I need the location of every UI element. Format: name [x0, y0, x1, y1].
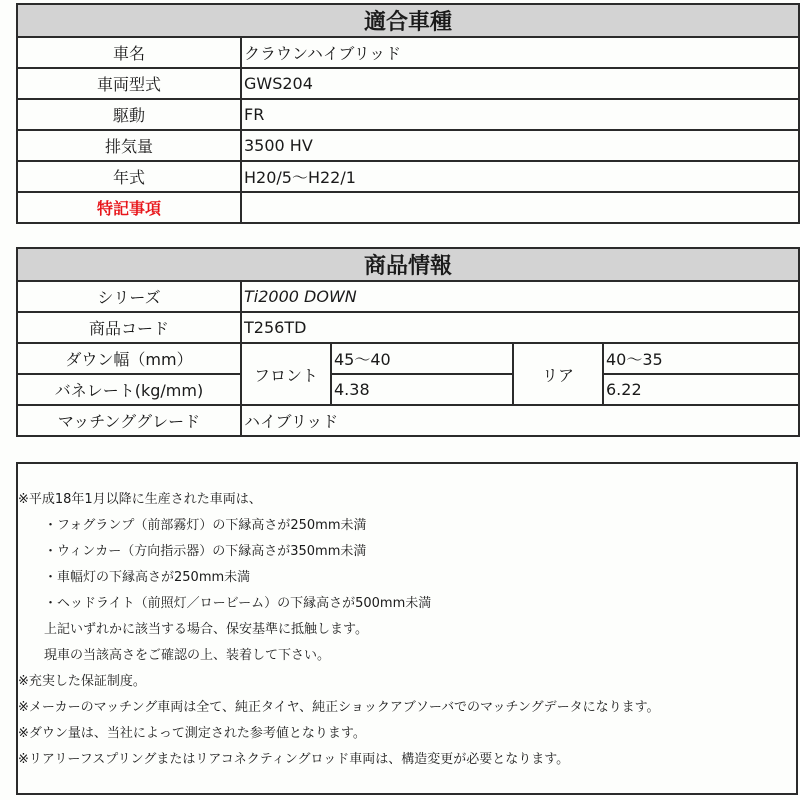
front-down-value: 45～40 [331, 343, 513, 374]
table-row [17, 68, 799, 99]
note-line: 上記いずれかに該当する場合、保安基準に抵触します。 [18, 622, 368, 637]
row-value: FR [241, 99, 799, 130]
special-notes-value [241, 192, 799, 223]
table-row [17, 281, 799, 312]
row-label: 車名 [17, 37, 241, 68]
row-label: 年式 [17, 161, 241, 192]
down-label: ダウン幅（mm） [17, 343, 241, 374]
row-label: 車両型式 [17, 68, 241, 99]
note-line: 現車の当該高さをご確認の上、装着して下さい。 [18, 648, 331, 663]
row-value: クラウンハイブリッド [241, 37, 799, 68]
note-line: ・フォグランプ（前部霧灯）の下縁高さが250mm未満 [18, 518, 367, 533]
row-label: 排気量 [17, 130, 241, 161]
row-value: 3500 HV [241, 130, 799, 161]
code-value: T256TD [241, 312, 799, 343]
row-label: 駆動 [17, 99, 241, 130]
row-value: H20/5～H22/1 [241, 161, 799, 192]
table-row [17, 312, 799, 343]
code-label: 商品コード [17, 312, 241, 343]
table-row [17, 161, 799, 192]
note-line: ※ダウン量は、当社によって測定された参考値となります。 [18, 726, 366, 741]
notes-box [16, 462, 798, 795]
grade-value: ハイブリッド [241, 405, 799, 436]
table-row [17, 343, 799, 374]
rear-label: リア [513, 343, 603, 405]
note-line: ・車幅灯の下縁高さが250mm未満 [18, 570, 251, 585]
rate-label: バネレート(kg/mm) [17, 374, 241, 405]
series-value: Ti2000 DOWN [241, 281, 799, 312]
front-rate-value: 4.38 [331, 374, 513, 405]
note-line: ※充実した保証制度。 [18, 674, 146, 689]
series-label: シリーズ [17, 281, 241, 312]
note-line: ※平成18年1月以降に生産された車両は、 [18, 492, 262, 507]
table-row [17, 99, 799, 130]
row-value: GWS204 [241, 68, 799, 99]
product-info-table [16, 247, 800, 437]
note-line: ※リアリーフスプリングまたはリアコネクティングロッド車両は、構造変更が必要となります。 [18, 752, 570, 767]
grade-label: マッチンググレード [17, 405, 241, 436]
compatible-vehicle-title: 適合車種 [17, 4, 799, 37]
table-row [17, 37, 799, 68]
note-line: ・ウィンカー（方向指示器）の下縁高さが350mm未満 [18, 544, 367, 559]
table-row [17, 130, 799, 161]
table-row [17, 374, 799, 405]
product-info-title: 商品情報 [17, 248, 799, 281]
rear-rate-value: 6.22 [603, 374, 799, 405]
table-row [17, 192, 799, 223]
front-label: フロント [241, 343, 331, 405]
rear-down-value: 40～35 [603, 343, 799, 374]
note-line: ※メーカーのマッチング車両は全て、純正タイヤ、純正ショックアブソーバでのマッチングデータになります。 [18, 700, 660, 715]
compatible-vehicle-table [16, 3, 800, 224]
special-notes-label: 特記事項 [17, 192, 241, 223]
note-line: ・ヘッドライト（前照灯／ロービーム）の下縁高さが500mm未満 [18, 596, 432, 611]
table-row [17, 405, 799, 436]
